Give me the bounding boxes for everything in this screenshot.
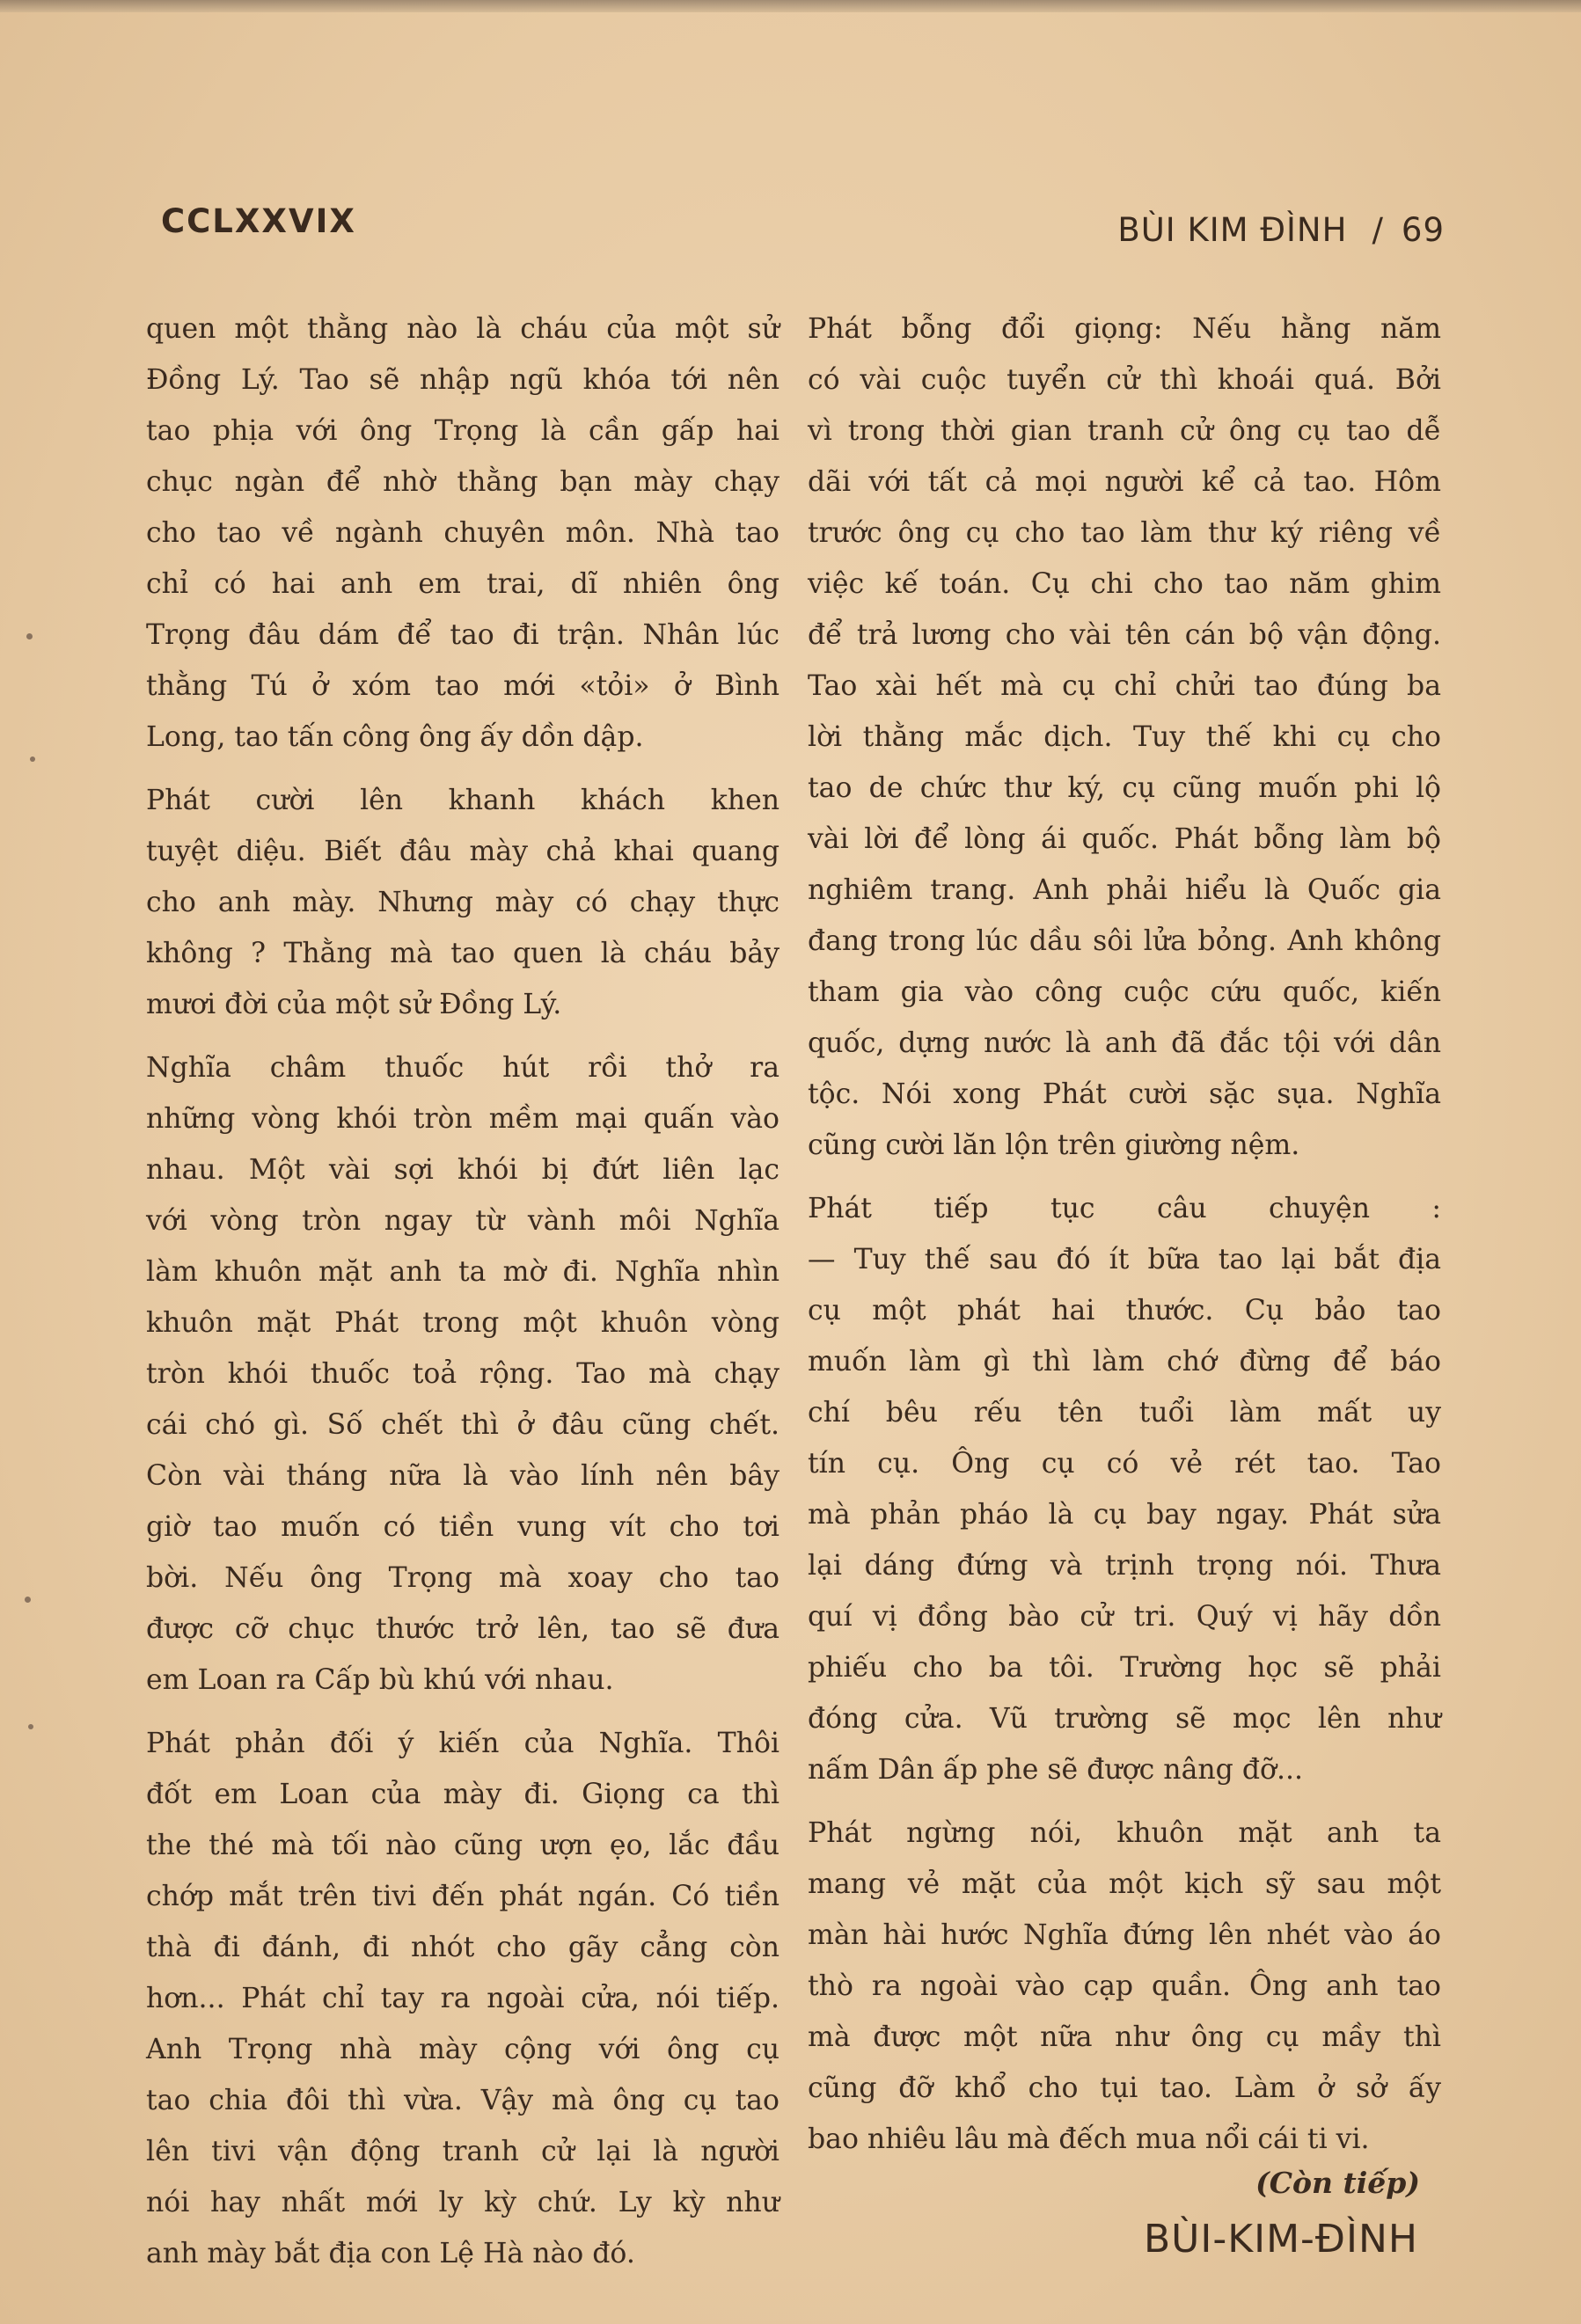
continued-note: (Còn tiếp) bbox=[1255, 2166, 1420, 2200]
text-line: quốc, dựng nước là anh đã đắc tội với dân bbox=[808, 1027, 1441, 1059]
text-line: hơn... Phát chỉ tay ra ngoài cửa, nói tiếp. bbox=[146, 1983, 780, 2014]
text-line: lời thằng mắc dịch. Tuy thế khi cụ cho bbox=[808, 721, 1441, 753]
text-line: — Tuy thế sau đó ít bữa tao lại bắt địa bbox=[808, 1244, 1441, 1275]
paragraph-gap bbox=[146, 1706, 780, 1718]
text-line: đóng cửa. Vũ trường sẽ mọc lên như bbox=[808, 1703, 1441, 1735]
text-line: em Loan ra Cấp bù khú với nhau. bbox=[146, 1664, 614, 1696]
running-header bbox=[1117, 211, 1445, 249]
paper-speck bbox=[28, 1724, 33, 1729]
text-line: nấm Dân ấp phe sẽ được nâng đỡ... bbox=[808, 1754, 1303, 1786]
text-line: lại dáng đứng và trịnh trọng nói. Thưa bbox=[808, 1550, 1441, 1582]
paragraph-gap bbox=[146, 763, 780, 775]
text-line: Nghĩa châm thuốc hút rồi thở ra bbox=[146, 1052, 780, 1084]
text-line: thò ra ngoài vào cạp quần. Ông anh tao bbox=[808, 1970, 1441, 2002]
text-line: những vòng khói tròn mềm mại quấn vào bbox=[146, 1103, 780, 1135]
text-line: Đồng Lý. Tao sẽ nhập ngũ khóa tới nên bbox=[146, 364, 780, 396]
issue-number: CCLXXVIX bbox=[161, 202, 356, 240]
header-author: BÙI KIM ĐÌNH bbox=[1117, 211, 1348, 249]
text-line: Phát phản đối ý kiến của Nghĩa. Thôi bbox=[146, 1728, 780, 1759]
text-line: bời. Nếu ông Trọng mà xoay cho tao bbox=[146, 1562, 780, 1594]
text-line: tham gia vào công cuộc cứu quốc, kiến bbox=[808, 976, 1441, 1008]
text-line: Trọng đâu dám để tao đi trận. Nhân lúc bbox=[146, 619, 780, 651]
text-line: thằng Tú ở xóm tao mới «tỏi» ở Bình bbox=[146, 670, 780, 702]
text-line: dãi với tất cả mọi người kể cả tao. Hôm bbox=[808, 466, 1441, 498]
page-top-edge bbox=[0, 0, 1581, 12]
text-line: phiếu cho ba tôi. Trường học sẽ phải bbox=[808, 1652, 1441, 1684]
text-line: mươi đời của một sử Đồng Lý. bbox=[146, 989, 562, 1020]
author-signature: BÙI-KIM-ĐÌNH bbox=[1144, 2217, 1418, 2262]
text-line: cho anh mày. Nhưng mày có chạy thực bbox=[146, 887, 780, 918]
text-line: Phát cười lên khanh khách khen bbox=[146, 785, 780, 816]
text-line: tròn khói thuốc toả rộng. Tao mà chạy bbox=[146, 1358, 780, 1390]
page-number: 69 bbox=[1401, 211, 1445, 249]
text-line: vài lời để lòng ái quốc. Phát bỗng làm bộ bbox=[808, 823, 1441, 855]
text-line: cũng cười lăn lộn trên giường nệm. bbox=[808, 1129, 1300, 1161]
paragraph bbox=[146, 775, 780, 1030]
text-line: chục ngàn để nhờ thằng bạn mày chạy bbox=[146, 466, 780, 498]
text-line: trước ông cụ cho tao làm thư ký riêng về bbox=[808, 517, 1441, 549]
paragraph bbox=[808, 1183, 1441, 1795]
text-line: cho tao về ngành chuyên môn. Nhà tao bbox=[146, 517, 780, 549]
text-line: đang trong lúc dầu sôi lửa bỏng. Anh không bbox=[808, 925, 1441, 957]
text-line: việc kế toán. Cụ chi cho tao năm ghim bbox=[808, 568, 1441, 600]
text-line: thà đi đánh, đi nhót cho gãy cẳng còn bbox=[146, 1932, 780, 1963]
text-line: cụ một phát hai thước. Cụ bảo tao bbox=[808, 1295, 1441, 1326]
paper-speck bbox=[30, 756, 35, 762]
text-line: nghiêm trang. Anh phải hiểu là Quốc gia bbox=[808, 874, 1441, 906]
paragraph bbox=[146, 1042, 780, 1706]
text-line: cũng đỡ khổ cho tụi tao. Làm ở sở ấy bbox=[808, 2072, 1441, 2104]
paragraph-gap bbox=[146, 1030, 780, 1042]
text-line: Phát tiếp tục câu chuyện : bbox=[808, 1193, 1441, 1224]
paper-speck bbox=[25, 1597, 31, 1603]
text-line: giờ tao muốn có tiền vung vít cho tơi bbox=[146, 1511, 780, 1543]
text-line: Anh Trọng nhà mày cộng với ông cụ bbox=[146, 2034, 780, 2065]
text-line: màn hài hước Nghĩa đứng lên nhét vào áo bbox=[808, 1919, 1441, 1951]
text-line: cái chó gì. Số chết thì ở đâu cũng chết. bbox=[146, 1409, 780, 1441]
text-line: không ? Thằng mà tao quen là cháu bảy bbox=[146, 938, 780, 969]
text-line: làm khuôn mặt anh ta mờ đi. Nghĩa nhìn bbox=[146, 1256, 780, 1288]
text-line: chớp mắt trên tivi đến phát ngán. Có tiền bbox=[146, 1881, 780, 1912]
paragraph bbox=[146, 1718, 780, 2279]
text-line: với vòng tròn ngay từ vành môi Nghĩa bbox=[146, 1205, 780, 1237]
text-line: tuyệt diệu. Biết đâu mày chả khai quang bbox=[146, 836, 780, 867]
text-line: Còn vài tháng nữa là vào lính nên bây bbox=[146, 1460, 780, 1492]
text-line: Phát bỗng đổi giọng: Nếu hằng năm bbox=[808, 313, 1441, 345]
left-column bbox=[146, 303, 780, 2279]
paper-speck bbox=[26, 633, 33, 639]
paragraph-gap bbox=[808, 1795, 1441, 1808]
paragraph bbox=[808, 303, 1441, 1171]
paragraph bbox=[808, 1808, 1441, 2165]
text-line: anh mày bắt địa con Lệ Hà nào đó. bbox=[146, 2238, 635, 2269]
text-line: nhau. Một vài sợi khói bị đứt liên lạc bbox=[146, 1154, 780, 1186]
text-line: quí vị đồng bào cử tri. Quý vị hãy dồn bbox=[808, 1601, 1441, 1633]
text-line: muốn làm gì thì làm chớ đừng để báo bbox=[808, 1346, 1441, 1378]
text-line: Long, tao tấn công ông ấy dồn dập. bbox=[146, 721, 644, 753]
text-line: mà được một nữa như ông cụ mầy thì bbox=[808, 2021, 1441, 2053]
text-line: tao chia đôi thì vừa. Vậy mà ông cụ tao bbox=[146, 2085, 780, 2116]
text-line: quen một thằng nào là cháu của một sử bbox=[146, 313, 780, 345]
text-line: Tao xài hết mà cụ chỉ chửi tao đúng ba bbox=[808, 670, 1441, 702]
text-line: bao nhiêu lâu mà đếch mua nổi cái ti vi. bbox=[808, 2123, 1370, 2155]
text-line: mà phản pháo là cụ bay ngay. Phát sửa bbox=[808, 1499, 1441, 1531]
text-line: có vài cuộc tuyển cử thì khoái quá. Bởi bbox=[808, 364, 1441, 396]
text-line: được cỡ chục thước trở lên, tao sẽ đưa bbox=[146, 1613, 780, 1645]
paragraph bbox=[146, 303, 780, 763]
text-line: tộc. Nói xong Phát cười sặc sụa. Nghĩa bbox=[808, 1078, 1441, 1110]
text-line: lên tivi vận động tranh cử lại là người bbox=[146, 2136, 780, 2167]
text-line: the thé mà tối nào cũng ượn ẹo, lắc đầu bbox=[146, 1830, 780, 1861]
text-line: tao phịa với ông Trọng là cần gấp hai bbox=[146, 415, 780, 447]
text-line: đốt em Loan của mày đi. Giọng ca thì bbox=[146, 1779, 780, 1810]
text-line: tín cụ. Ông cụ có vẻ rét tao. Tao bbox=[808, 1448, 1441, 1480]
header-separator: / bbox=[1372, 211, 1384, 249]
text-line: nói hay nhất mới ly kỳ chứ. Ly kỳ như bbox=[146, 2187, 780, 2218]
text-line: Phát ngừng nói, khuôn mặt anh ta bbox=[808, 1817, 1441, 1849]
right-column bbox=[808, 303, 1441, 2165]
text-line: vì trong thời gian tranh cử ông cụ tao dễ bbox=[808, 415, 1441, 447]
text-line: để trả lương cho vài tên cán bộ vận động. bbox=[808, 619, 1441, 651]
text-line: tao de chức thư ký, cụ cũng muốn phi lộ bbox=[808, 772, 1441, 804]
text-line: chỉ có hai anh em trai, dĩ nhiên ông bbox=[146, 568, 780, 600]
text-line: chí bêu rếu tên tuổi làm mất uy bbox=[808, 1397, 1441, 1429]
text-line: khuôn mặt Phát trong một khuôn vòng bbox=[146, 1307, 780, 1339]
text-line: mang vẻ mặt của một kịch sỹ sau một bbox=[808, 1868, 1441, 1900]
paragraph-gap bbox=[808, 1171, 1441, 1183]
